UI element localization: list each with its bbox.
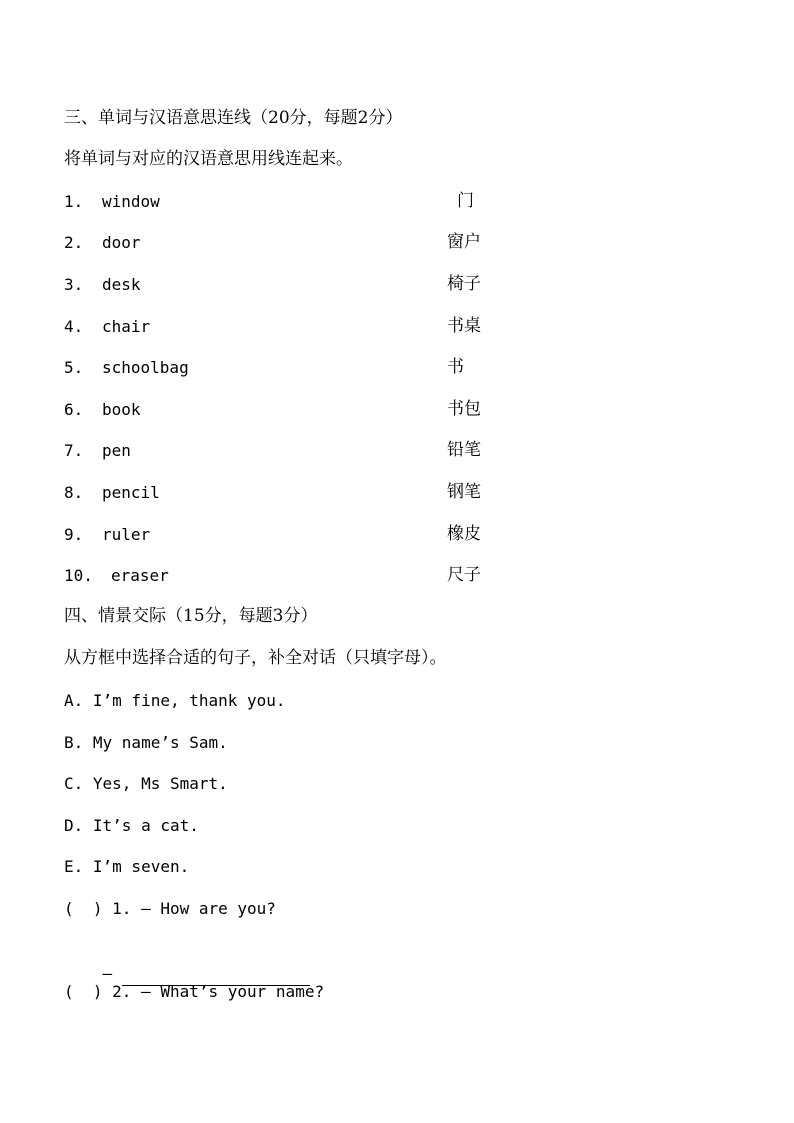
item-word: book [102, 400, 141, 419]
item-chinese: 书 [447, 357, 464, 377]
option-e: E. I’m seven. [64, 857, 190, 876]
item-chinese: 窗户 [447, 232, 481, 252]
item-chinese: 橡皮 [447, 524, 481, 544]
option-d: D. It’s a cat. [64, 816, 199, 835]
item-word: window [102, 192, 160, 211]
item-chinese: 书桌 [447, 316, 481, 336]
item-number: 10. [64, 566, 93, 585]
question-1: ( ) 1. — How are you? [64, 899, 276, 918]
item-word: door [102, 233, 141, 252]
answer-dash: — [102, 964, 113, 983]
item-chinese: 书包 [447, 399, 481, 419]
item-number: 1. [64, 192, 84, 211]
option-c: C. Yes, Ms Smart. [64, 774, 228, 793]
section4-title: 四、情景交际（15分，每题3分） [64, 606, 318, 626]
item-number: 4. [64, 317, 84, 336]
item-chinese: 铅笔 [447, 440, 481, 460]
question-2: ( ) 2. — What’s your name? [64, 982, 325, 1001]
item-chinese: 门 [457, 191, 474, 211]
option-a: A. I’m fine, thank you. [64, 691, 286, 710]
item-number: 3. [64, 275, 84, 294]
section3-title: 三、单词与汉语意思连线（20分，每题2分） [64, 108, 403, 128]
item-chinese: 钢笔 [447, 482, 481, 502]
section3-instruction: 将单词与对应的汉语意思用线连起来。 [64, 149, 353, 169]
item-word: schoolbag [102, 358, 189, 377]
item-number: 5. [64, 358, 84, 377]
item-number: 6. [64, 400, 84, 419]
item-word: desk [102, 275, 141, 294]
item-number: 8. [64, 483, 84, 502]
item-chinese: 尺子 [447, 565, 481, 585]
item-chinese: 椅子 [447, 274, 481, 294]
item-word: pen [102, 441, 131, 460]
section4-instruction: 从方框中选择合适的句子，补全对话（只填字母）。 [64, 648, 447, 668]
item-number: 7. [64, 441, 84, 460]
item-word: chair [102, 317, 151, 336]
item-word: ruler [102, 525, 151, 544]
item-word: eraser [111, 566, 169, 585]
item-number: 2. [64, 233, 84, 252]
option-b: B. My name’s Sam. [64, 733, 228, 752]
item-number: 9. [64, 525, 84, 544]
item-word: pencil [102, 483, 160, 502]
